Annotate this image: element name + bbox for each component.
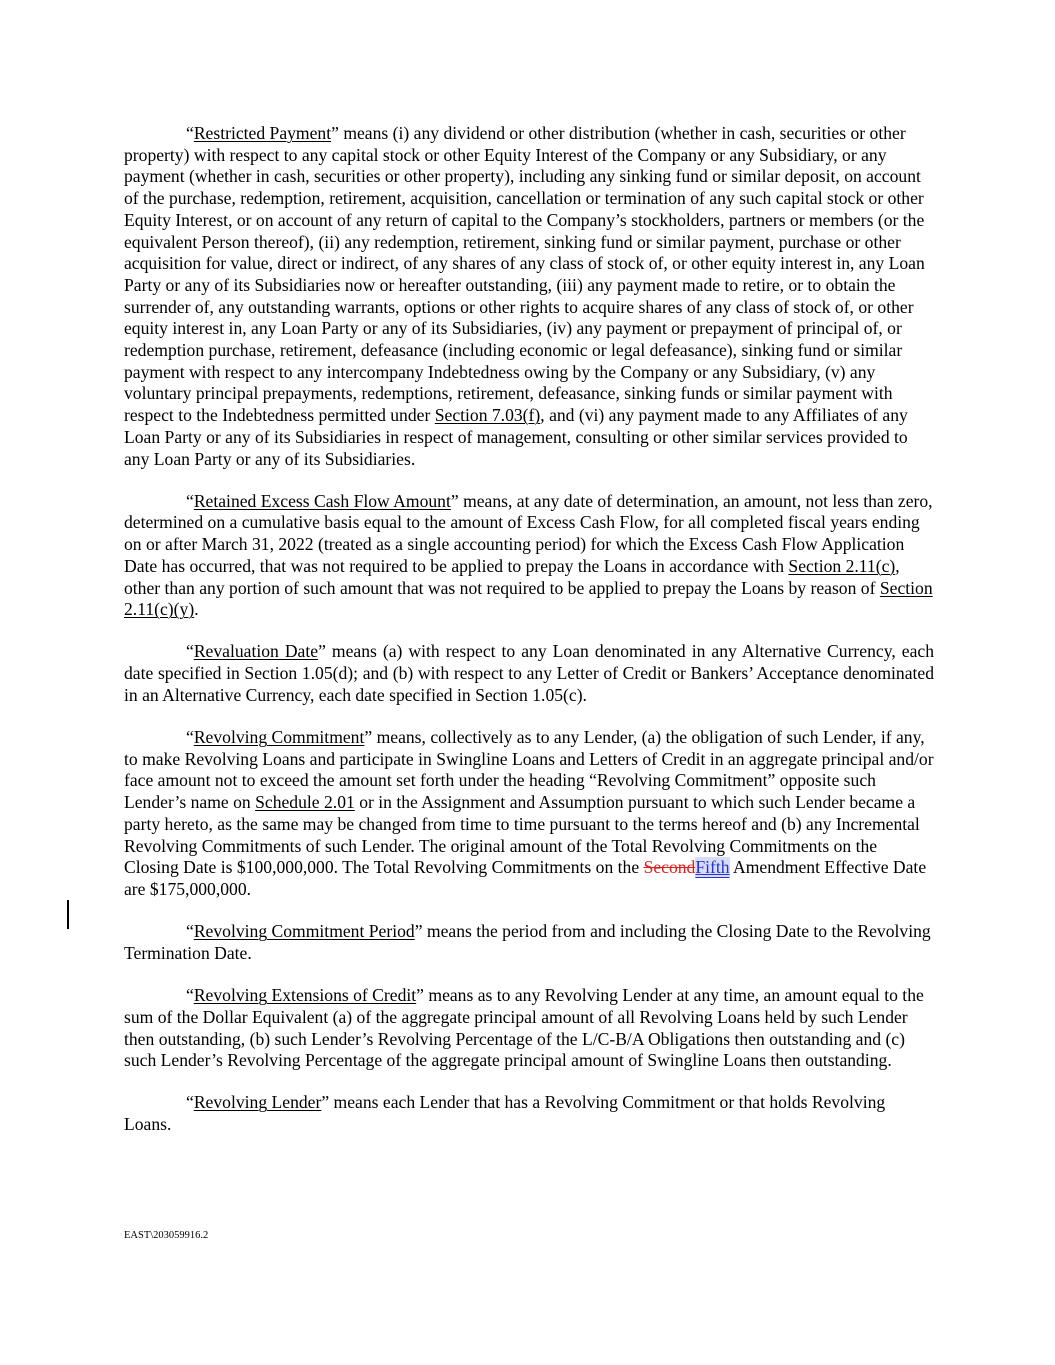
open-quote: “ <box>186 921 194 942</box>
section-reference: Section 2.11(c) <box>788 555 896 576</box>
open-quote: “ <box>186 727 194 748</box>
open-quote: “ <box>186 123 194 143</box>
definition-text: . <box>194 599 199 620</box>
definition-text: ” means (i) any dividend or other distribution (whether in cash, securities or other property) with respect to any capital stock or other Equity Interest of the Company or any Subsidiary, or any payment (whether in cash, securities or other property), including any sinking fund or similar deposit, on account of the purchase, redemption, retirement, acquisition, cancellation or termination of any such capital stock or other Equity Interest, or on account of any return of capital to the Company’s stockholders, partners or members (or the equivalent Person thereof), (ii) any redemption, retirement, sinking fund or similar payment, purchase or other acquisition for value, direct or indirect, of any shares of any class of stock of, or other equity interest in, any Loan Party or any of its Subsidiaries now or hereafter outstanding, (iii) any payment made to retire, or to obtain the surrender of, any outstanding warrants, options or other rights to acquire shares of any class of stock of, or other equity interest in, any Loan Party or any of its Subsidiaries, (iv) any payment or prepayment of principal of, or redemption purchase, retirement, defeasance (including economic or legal defeasance), sinking fund or similar payment with respect to any intercompany Indebtedness owing by the Company or any Subsidiary, (v) any voluntary principal prepayments, redemptions, retirement, defeasance, sinking funds or similar payment with respect to the Indebtedness permitted under <box>124 123 925 426</box>
section-reference: Section 2.11(c)(y) <box>124 577 933 620</box>
footer-document-id: EAST\203059916.2 <box>124 1230 209 1241</box>
definition-revaluation-date <box>124 641 934 706</box>
defined-term: Revolving Commitment Period <box>193 921 415 942</box>
defined-term: Restricted Payment <box>193 123 332 143</box>
defined-term: Revolving Extensions of Credit <box>193 985 417 1006</box>
definition-retained-excess-cash-flow-amount <box>124 491 934 621</box>
tracked-deletion: Second <box>643 857 696 878</box>
tracked-insertion: Fifth <box>695 857 730 878</box>
definition-text: or in the Assignment and Assumption pursuant to which such Lender became a party hereto, as the same may be changed from time to time pursuant to the terms hereof and (b) any Incremental Revolving Commitments of such Lender. The original amount of the Total Revolving Commitments on the Closing Date is $100,000,000. The Total Revolving Commitments on the <box>124 792 920 878</box>
definition-text: ” means (a) with respect to any Loan denominated in any Alternative Currency, each date specified in Section 1.05(d); and (b) with respect to any Letter of Credit or Bankers’ Acceptance denominated in an Alternative Currency, each date specified in Section 1.05(c). <box>124 641 934 705</box>
defined-term: Revolving Commitment <box>193 727 365 748</box>
schedule-reference: Schedule 2.01 <box>255 792 355 813</box>
definition-text: , and (vi) any payment made to any Affiliates of any Loan Party or any of its Subsidiaries in respect of management, consulting or other similar services provided to any Loan Party or any of its Subsidiaries. <box>124 405 908 469</box>
defined-term: Revaluation Date <box>193 641 319 662</box>
definition-text: , other than any portion of such amount that was not required to be applied to prepay the Loans by reason of <box>124 555 900 598</box>
definition-text: ” means as to any Revolving Lender at any time, an amount equal to the sum of the Dollar Equivalent (a) of the aggregate principal amount of all Revolving Loans held by such Lender then outstanding, (b) such Lender’s Revolving Percentage of the L/C-B/A Obligations then outstanding and (c) such Lender’s Revolving Percentage of the aggregate principal amount of Swingline Loans then outstanding. <box>124 985 924 1071</box>
open-quote: “ <box>186 1092 194 1113</box>
definition-revolving-extensions-of-credit <box>124 985 934 1072</box>
section-reference: Section 7.03(f) <box>434 405 541 426</box>
defined-term: Revolving Lender <box>193 1092 322 1113</box>
definition-revolving-lender <box>124 1092 934 1135</box>
open-quote: “ <box>186 641 194 662</box>
definition-text: ” means, at any date of determination, an amount, not less than zero, determined on a cumulative basis equal to the amount of Excess Cash Flow, for all completed fiscal years ending on or after March 31, 2022 (treated as a single accounting period) for which the Excess Cash Flow Application Date has occurred, that was not required to be applied to prepay the Loans in accordance with <box>124 490 933 576</box>
open-quote: “ <box>186 985 194 1006</box>
definition-text: ” means each Lender that has a Revolving Commitment or that holds Revolving Loans. <box>124 1092 886 1135</box>
definition-restricted-payment <box>124 123 934 470</box>
definition-revolving-commitment-period <box>124 921 934 964</box>
document-page <box>124 123 934 1156</box>
definition-text: ” means, collectively as to any Lender, (a) the obligation of such Lender, if any, to make Revolving Loans and participate in Swingline Loans and Letters of Credit in an aggregate principal and/or face amount not to exceed the amount set forth under the heading “Revolving Commitment” opposite such Lender’s name on <box>124 727 934 813</box>
revision-change-bar <box>67 900 69 929</box>
definition-text: ” means the period from and including the Closing Date to the Revolving Termination Date. <box>124 921 931 963</box>
definition-text: Amendment Effective Date are $175,000,000. <box>124 857 927 899</box>
definition-revolving-commitment <box>124 727 934 901</box>
open-quote: “ <box>186 490 194 511</box>
defined-term: Retained Excess Cash Flow Amount <box>193 490 451 511</box>
